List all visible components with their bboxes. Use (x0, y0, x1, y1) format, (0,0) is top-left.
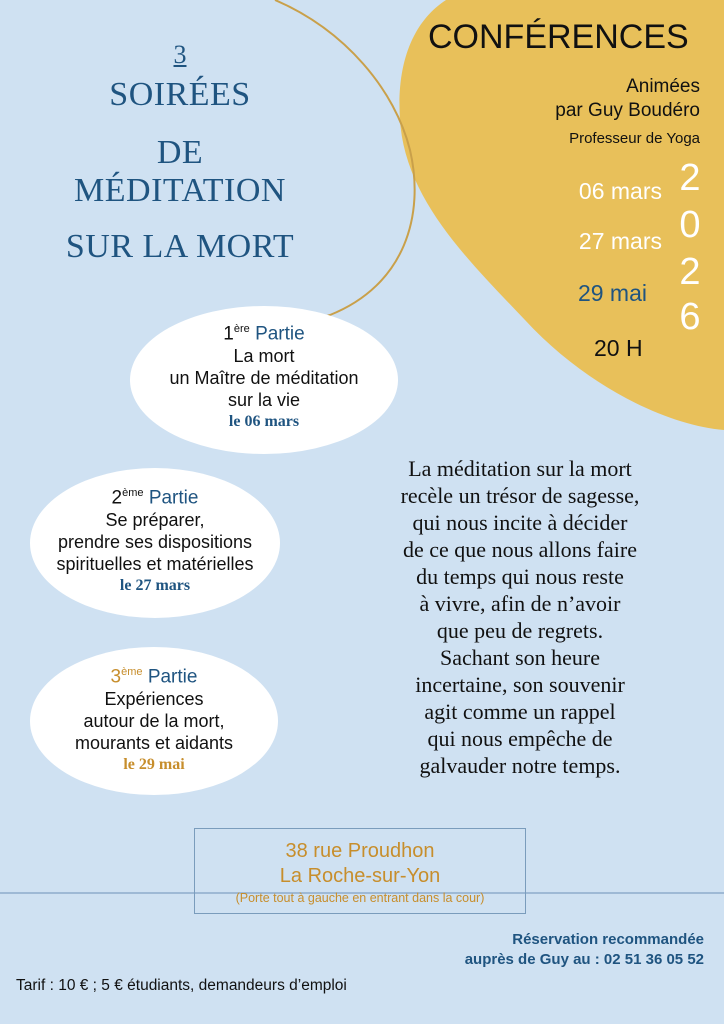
quote-line: du temps qui nous reste (416, 564, 624, 589)
part-3-word: Partie (147, 666, 198, 688)
year-digit-4: 6 (679, 296, 701, 338)
quote-line: Sachant son heure (439, 645, 601, 670)
part-3-oval (30, 647, 278, 795)
part-2-line-1: Se préparer, (105, 510, 205, 531)
quote-line: agit comme un rappel (424, 699, 616, 724)
animees-label: Animées (626, 76, 700, 97)
part-3-line-2: autour de la mort, (83, 711, 225, 732)
conferences-heading: CONFÉRENCES (428, 18, 689, 56)
presenter-name: par Guy Boudéro (555, 100, 700, 121)
quote-line: de ce que nous allons faire (403, 537, 637, 562)
part-3-number: 3 (110, 666, 122, 688)
reservation-line-1: Réservation recommandée (512, 931, 704, 948)
quote-line: qui nous empêche de (427, 726, 613, 751)
part-2-line-3: spirituelles et matérielles (56, 554, 254, 575)
event-time: 20 H (594, 335, 643, 361)
year-digit-1: 2 (679, 157, 701, 199)
reservation-phone: auprès de Guy au : 02 51 36 05 52 (464, 951, 704, 968)
presenter-role: Professeur de Yoga (569, 130, 700, 147)
part-2-line-2: prendre ses dispositions (57, 532, 253, 553)
part-2-heading (30, 468, 280, 509)
title-meditation: MÉDITATION (74, 172, 286, 209)
quote-line: que peu de regrets. (436, 618, 604, 643)
part-2-suffix: ème (122, 487, 144, 499)
reservation-block (465, 930, 704, 970)
part-1-word: Partie (255, 323, 305, 345)
address-box (194, 828, 526, 914)
part-1-suffix: ère (233, 323, 250, 335)
quote-line: qui nous incite à décider (412, 510, 628, 535)
part-1-number: 1 (223, 323, 234, 345)
part-1-date: le 06 mars (228, 413, 300, 431)
title-soirees: SOIRÉES (109, 76, 251, 113)
quote-line: recèle un trésor de sagesse, (400, 483, 640, 508)
part-3-line-1: Expériences (104, 689, 204, 710)
quote-line: La méditation sur la mort (408, 456, 632, 481)
quote-line: incertaine, son souvenir (415, 672, 625, 697)
part-1-line-3: sur la vie (227, 390, 301, 411)
part-3-date: le 29 mai (123, 756, 185, 774)
title-number: 3 (173, 40, 187, 69)
part-1-oval (130, 306, 398, 454)
tarif-text: Tarif : 10 € ; 5 € étudiants, demandeurs d’emploi (16, 977, 347, 994)
address-street: 38 rue Proudhon (285, 840, 435, 862)
part-1-line-1: La mort (233, 346, 295, 367)
part-1-line-2: un Maître de méditation (169, 368, 359, 389)
date-2: 27 mars (578, 228, 662, 254)
part-3-suffix: ème (121, 666, 143, 678)
date-3: 29 mai (577, 280, 647, 306)
part-2-oval (30, 468, 280, 618)
address-city: La Roche-sur-Yon (279, 865, 441, 887)
part-3-heading (30, 647, 278, 688)
meditation-quote (360, 455, 680, 779)
part-2-word: Partie (148, 487, 199, 509)
part-3-line-3: mourants et aidants (74, 733, 234, 754)
quote-line: à vivre, afin de n’avoir (419, 591, 621, 616)
part-2-date: le 27 mars (119, 577, 191, 595)
title-de: DE (156, 134, 204, 171)
year-digit-3: 2 (679, 251, 701, 293)
date-1: 06 mars (578, 178, 662, 204)
title-sur-la-mort: SUR LA MORT (65, 228, 295, 265)
year-digit-2: 0 (679, 204, 701, 246)
part-2-number: 2 (111, 487, 123, 509)
part-1-heading (130, 306, 398, 345)
quote-line: galvauder notre temps. (419, 753, 621, 778)
address-note: (Porte tout à gauche en entrant dans la cour) (235, 891, 485, 905)
